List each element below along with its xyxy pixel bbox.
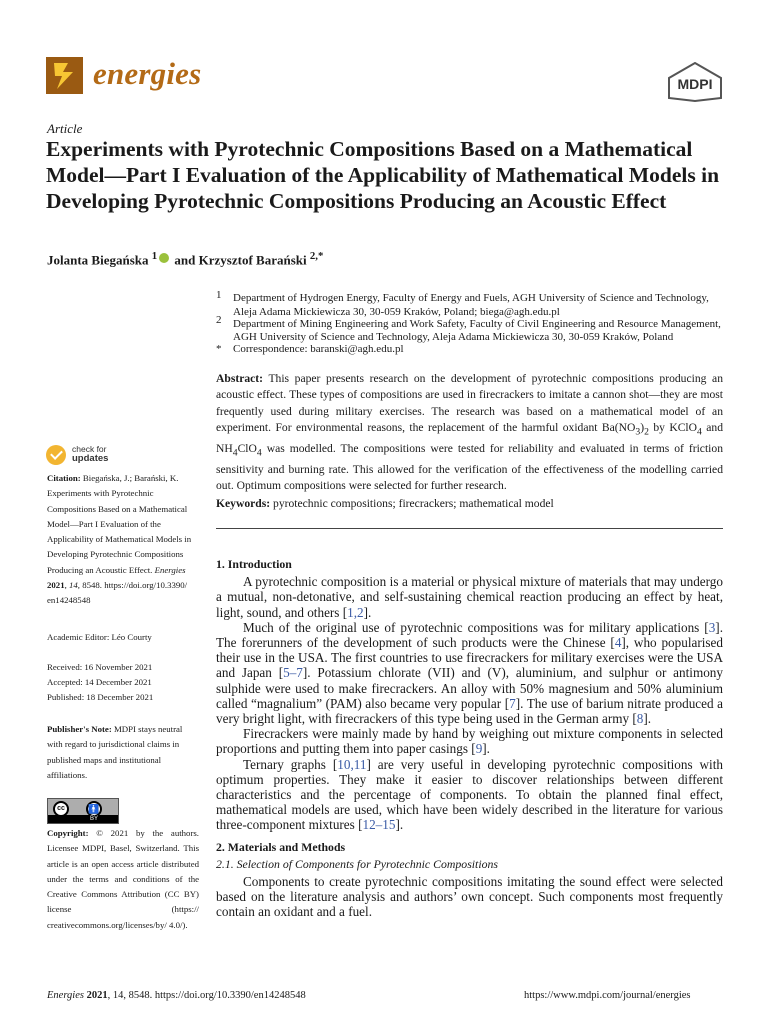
citation-volume: 14 bbox=[69, 580, 78, 591]
author-name[interactable]: Jolanta Biegańska bbox=[47, 252, 149, 268]
citation-doi[interactable]: 8548. https://doi.org/10.3390/ en14248548 bbox=[47, 580, 188, 606]
mdpi-logo-icon[interactable] bbox=[666, 62, 724, 102]
citation-link[interactable]: 3 bbox=[708, 619, 716, 635]
paragraph-text: ]. bbox=[363, 604, 372, 620]
copyright-block bbox=[47, 826, 199, 933]
paragraph bbox=[216, 620, 723, 726]
received-date: Received: 16 November 2021 bbox=[47, 662, 153, 672]
cc-icon: cc bbox=[53, 801, 69, 817]
abstract-text: ) bbox=[640, 421, 645, 435]
subscript: 4 bbox=[232, 447, 238, 459]
publisher-note-label: Publisher's Note: bbox=[47, 724, 112, 734]
paragraph-text: Much of the original use of pyrotechnic compositions was for military applications [ bbox=[243, 619, 709, 635]
published-date: Published: 18 December 2021 bbox=[47, 692, 154, 702]
orcid-icon[interactable] bbox=[159, 253, 169, 263]
footer-year: 2021 bbox=[86, 990, 108, 1001]
keywords-text: pyrotechnic compositions; firecrackers; mathematical model bbox=[273, 497, 554, 510]
person-icon: 🚹 bbox=[86, 801, 102, 817]
affiliation-number: * bbox=[216, 343, 222, 355]
updates-label: check for bbox=[72, 444, 107, 454]
correspondence-line: Correspondence: baranski@agh.edu.pl bbox=[233, 343, 404, 355]
footer-journal: Energies bbox=[47, 990, 84, 1001]
citation-year: 2021 bbox=[47, 580, 65, 591]
article-body bbox=[216, 557, 723, 920]
section-heading: 2. Materials and Methods bbox=[216, 839, 346, 854]
subscript: 4 bbox=[697, 426, 702, 438]
subscript: 2 bbox=[644, 426, 649, 438]
copyright-text: © 2021 by the authors. Licensee MDPI, Basel, Switzerland. This article is an open access article distributed under the terms and conditions of the Creative Commons Attribution (CC BY) license (https:// creativecommons.org/licenses/by/ 4.0/). bbox=[47, 828, 200, 930]
keywords bbox=[216, 497, 554, 510]
footer-citation bbox=[47, 990, 306, 1001]
subscript: 3 bbox=[635, 426, 641, 438]
affiliation-line: AGH University of Science and Technology, Aleja Adama Mickiewicza 30, 30-059 Kraków, Poland bbox=[233, 331, 674, 343]
footer-journal-url[interactable]: https://www.mdpi.com/journal/energies bbox=[524, 990, 691, 1001]
article-type: Article bbox=[47, 121, 83, 136]
paragraph-text: ], who popularised their use in the USA. The first countries to use firecrackers for military exercises were the USA and Japan [ bbox=[216, 635, 723, 681]
footer-doi[interactable]: , 14, 8548. https://doi.org/10.3390/en14248548 bbox=[107, 990, 306, 1001]
affiliation-number: 2 bbox=[216, 314, 222, 326]
spacer bbox=[216, 833, 723, 840]
section-heading: 1. Introduction bbox=[216, 557, 292, 571]
by-label: BY bbox=[90, 816, 99, 822]
citation-link[interactable]: 5–7 bbox=[283, 665, 303, 681]
cc-badge-strip bbox=[48, 815, 118, 823]
citation-text: Biegańska, J.; Barański, K. Experiments with Pyrotechnic Compositions Based on a Mathematical Model—Part I Evaluation of the Applicability of Mathematical Models in Developing Pyrotechnic Compositions Producing an Acoustic Effect. bbox=[47, 473, 192, 575]
academic-editor: Academic Editor: Léo Courty bbox=[47, 632, 152, 642]
keywords-label: Keywords: bbox=[216, 497, 271, 510]
abstract-text: was modelled. The compositions were tested for reliability and evaluated in terms of friction sensitivity and burning rate. This allowed for the verification of the effectiveness of the modelling carried out. Optimum compositions were selected for further research. bbox=[216, 441, 723, 493]
citation-block: Citation: Biegańska, J.; Barański, K. Experiments with Pyrotechnic Compositions Based on a Mathematical Model—Part I Evaluation of the Applicability of Mathematical Models in Developing Pyrotechnic Compositions Producing an Acoustic Effect. Energies 2021, 14, 8548. https://doi.org/10.3390/ en14248548 bbox=[47, 473, 192, 606]
citation-link[interactable]: 4 bbox=[614, 635, 622, 651]
publisher-note bbox=[47, 722, 199, 783]
abstract-text: ClO bbox=[237, 441, 257, 455]
journal-logo-icon bbox=[46, 57, 83, 94]
subsection-heading: 2.1. Selection of Components for Pyrotechnic Compositions bbox=[216, 856, 499, 871]
author-conjunction: and bbox=[174, 252, 196, 268]
abstract-text: This paper presents research on the development of pyrotechnic compositions producing an acoustic effect. These types of compositions are used in firecrackers to imitate a cannon shot—they are most frequently used during military exercises. The research was based on a mathematical model of an experiment. For environmental reasons, the replacement of the harmful oxidant Ba(NO bbox=[216, 372, 723, 435]
author-affiliation-marker: 1 bbox=[151, 250, 158, 262]
paragraph-text: ]. The forerunners of the development of such products were the Chinese [ bbox=[216, 619, 723, 651]
citation-link[interactable]: 1,2 bbox=[347, 604, 364, 620]
paragraph-text: ]. bbox=[643, 711, 652, 727]
abstract bbox=[216, 371, 723, 494]
citation-journal: Energies bbox=[154, 564, 186, 575]
citation-link[interactable]: 9 bbox=[475, 741, 483, 757]
affiliation-line: Department of Hydrogen Energy, Faculty of Energy and Fuels, AGH University of Science and Technology, bbox=[233, 292, 709, 304]
affiliation-number: 1 bbox=[216, 289, 222, 301]
abstract-text: and NH bbox=[216, 421, 723, 455]
cc-by-license-icon[interactable] bbox=[47, 798, 119, 824]
paragraph: Components to create pyrotechnic compositions imitating the sound effect were selected based on the literature analysis and authors’ own concept. Such components most frequently contain an oxidant and a fuel. bbox=[216, 874, 723, 920]
copyright-label: Copyright: bbox=[47, 828, 89, 838]
paragraph-text: ]. bbox=[395, 817, 404, 833]
author-name[interactable]: Krzysztof Barański bbox=[198, 252, 307, 268]
abstract-text: by KClO bbox=[648, 421, 698, 435]
paragraph bbox=[216, 757, 723, 833]
citation-link[interactable]: 8 bbox=[636, 711, 644, 727]
affiliation-line: Aleja Adama Mickiewicza 30, 30-059 Kraków, Poland; biega@agh.edu.pl bbox=[233, 306, 560, 318]
subscript: 4 bbox=[256, 447, 262, 459]
citation-link[interactable]: 7 bbox=[509, 695, 516, 711]
paragraph-text: ] are very useful in developing pyrotechnic compositions with optimum properties. They make it easier to discover relationships between different characteristics and the percentage of components. To obtain the planned final effect, mathematical models are used, which have been widely described in the literature for various three-component mixtures [ bbox=[216, 756, 723, 833]
paragraph-text: Ternary graphs [ bbox=[243, 756, 338, 772]
paragraph-text: ]. The use of barium nitrate produced a very bright light, with firecrackers of this type being used in the German army [ bbox=[216, 695, 723, 727]
citation-link[interactable]: 12–15 bbox=[362, 817, 396, 833]
lightning-bolt-icon bbox=[46, 57, 83, 94]
check-for-updates-badge[interactable] bbox=[46, 444, 136, 466]
paragraph-text: Firecrackers were mainly made by hand by weighing out mixture components in selected proportions and putting them into paper casings [ bbox=[216, 726, 723, 757]
updates-label: updates bbox=[72, 453, 109, 464]
affiliation-line: Department of Mining Engineering and Work Safety, Faculty of Civil Engineering and Resource Management, bbox=[233, 318, 721, 330]
abstract-label: Abstract: bbox=[216, 372, 264, 385]
article-title: Experiments with Pyrotechnic Compositions Based on a Mathematical Model—Part I Evaluation of the Applicability of Mathematical Models in Developing Pyrotechnic Compositions Producing an Acoustic Effect bbox=[46, 137, 720, 213]
accepted-date: Accepted: 14 December 2021 bbox=[47, 677, 152, 687]
citation-link[interactable]: 10,11 bbox=[337, 756, 367, 772]
paragraph bbox=[216, 726, 723, 756]
paragraph bbox=[216, 574, 723, 620]
divider bbox=[216, 528, 723, 529]
mdpi-logo-text: MDPI bbox=[677, 76, 713, 92]
citation-label: Citation: bbox=[47, 473, 81, 483]
publisher-note-text: MDPI stays neutral with regard to jurisdictional claims in published maps and institutional affiliations. bbox=[47, 724, 183, 780]
paragraph-text: ]. Potassium chlorate (VII) and (V), aluminium, and sulphur or antimony sulphide were used to make firecrackers. An alloy with 50% magnesium and 50% aluminium called “magnalium” (PAM) also became very popular [ bbox=[216, 665, 723, 711]
author-affiliation-marker: 2,* bbox=[309, 250, 324, 262]
paragraph-text: A pyrotechnic composition is a material or physical mixture of materials that may undergo a mutual, non-detonative, and self-sustaining chemical reaction producing an effect by heat, light, sound, and others [ bbox=[216, 574, 723, 620]
journal-name[interactable]: energies bbox=[93, 56, 202, 91]
checkmark-icon bbox=[46, 445, 66, 465]
paragraph-text: ]. bbox=[482, 741, 490, 757]
author-list bbox=[47, 250, 323, 268]
